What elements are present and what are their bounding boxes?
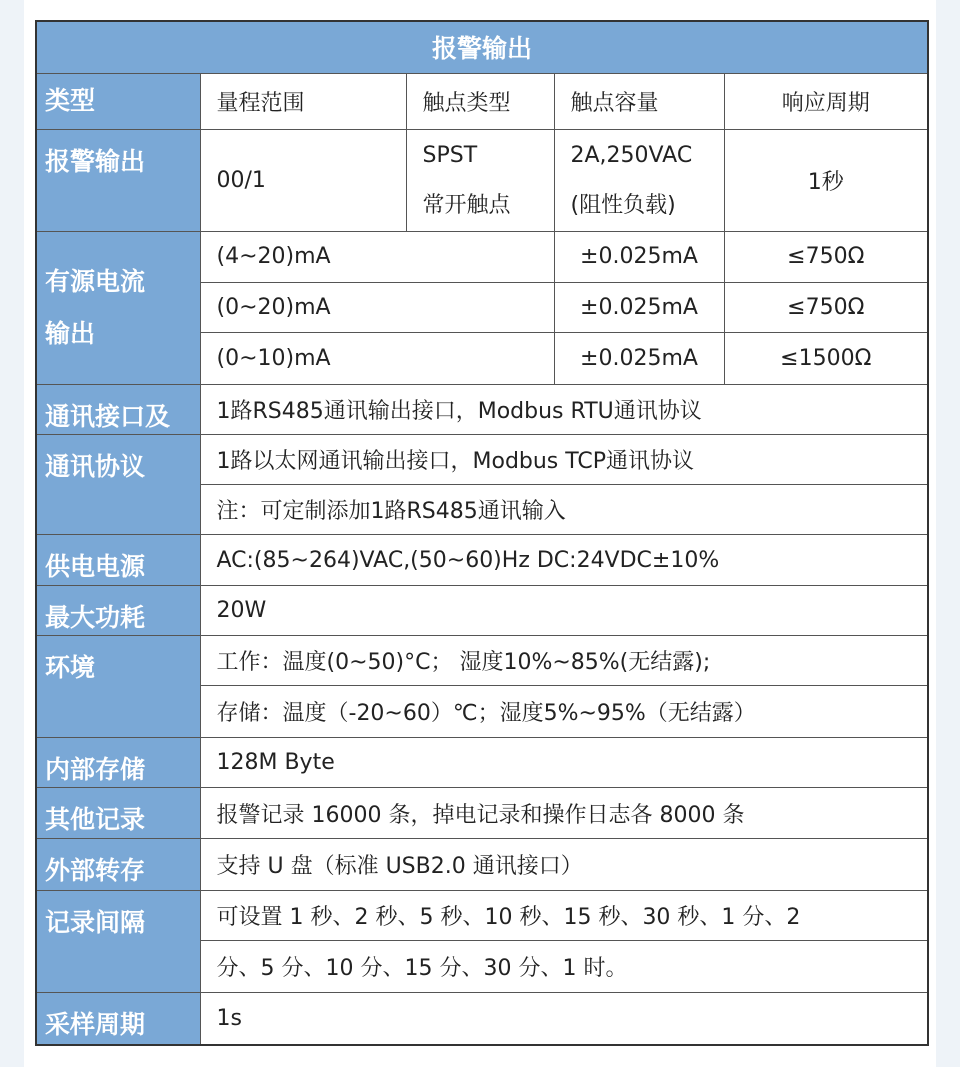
current-load-2: ≤750Ω	[724, 282, 928, 332]
current-load-3: ≤1500Ω	[724, 332, 928, 384]
row-label-external-storage: 外部转存	[36, 838, 200, 890]
comm-row-1: 1路RS485通讯输出接口，Modbus RTU通讯协议	[200, 384, 928, 434]
row-label-alarm: 报警输出	[36, 129, 200, 231]
alarm-capacity-line1: 2A,250VAC	[570, 142, 693, 168]
comm-row-3: 注：可定制添加1路RS485通讯输入	[200, 485, 928, 535]
current-accuracy-3: ±0.025mA	[554, 332, 724, 384]
alarm-response: 1秒	[724, 129, 928, 231]
header-range: 量程范围	[200, 73, 406, 129]
sample-period-value: 1s	[200, 993, 928, 1045]
alarm-range: 00/1	[200, 129, 406, 231]
current-output-label-line2: 输出	[45, 319, 96, 349]
row-label-record-interval: 记录间隔	[36, 890, 200, 992]
header-contact-type: 触点类型	[406, 73, 554, 129]
alarm-contact-type-line2: 常开触点	[422, 192, 511, 218]
row-label-comm-line2: 通讯协议	[36, 435, 200, 535]
current-range-2: (0~20)mA	[200, 282, 554, 332]
comm-row-2: 1路以太网通讯输出接口，Modbus TCP通讯协议	[200, 435, 928, 485]
power-value: AC:(85~264)VAC,(50~60)Hz DC:24VDC±10%	[200, 535, 928, 585]
environment-row-2: 存储：温度（-20~60）℃；湿度5%~95%（无结露）	[200, 686, 928, 738]
row-label-power: 供电电源	[36, 535, 200, 585]
record-interval-row-1: 可设置 1 秒、2 秒、5 秒、10 秒、15 秒、30 秒、1 分、2	[200, 890, 928, 940]
row-label-storage: 内部存储	[36, 738, 200, 788]
current-output-label-line1: 有源电流	[45, 267, 146, 297]
alarm-capacity-line2: (阻性负载)	[570, 192, 676, 218]
current-accuracy-1: ±0.025mA	[554, 232, 724, 282]
external-storage-value: 支持 U 盘（标准 USB2.0 通讯接口）	[200, 838, 928, 890]
consumption-value: 20W	[200, 585, 928, 635]
header-response: 响应周期	[724, 73, 928, 129]
table-title: 报警输出	[36, 21, 928, 73]
current-load-1: ≤750Ω	[724, 232, 928, 282]
row-label-comm-line1: 通讯接口及	[36, 384, 200, 434]
row-label-consumption: 最大功耗	[36, 585, 200, 635]
row-label-sample-period: 采样周期	[36, 993, 200, 1045]
record-interval-row-2: 分、5 分、10 分、15 分、30 分、1 时。	[200, 940, 928, 992]
environment-row-1: 工作：温度(0~50)°C； 湿度10%~85%(无结露);	[200, 635, 928, 685]
alarm-contact-type	[406, 129, 554, 231]
alarm-capacity	[554, 129, 724, 231]
header-capacity: 触点容量	[554, 73, 724, 129]
row-label-type: 类型	[36, 73, 200, 129]
current-accuracy-2: ±0.025mA	[554, 282, 724, 332]
storage-value: 128M Byte	[200, 738, 928, 788]
spec-table	[35, 20, 929, 1046]
current-range-3: (0~10)mA	[200, 332, 554, 384]
current-range-1: (4~20)mA	[200, 232, 554, 282]
row-label-other-records: 其他记录	[36, 788, 200, 838]
row-label-current-output	[36, 232, 200, 385]
other-records-value: 报警记录 16000 条，掉电记录和操作日志各 8000 条	[200, 788, 928, 838]
alarm-contact-type-line1: SPST	[422, 142, 478, 168]
row-label-environment: 环境	[36, 635, 200, 737]
